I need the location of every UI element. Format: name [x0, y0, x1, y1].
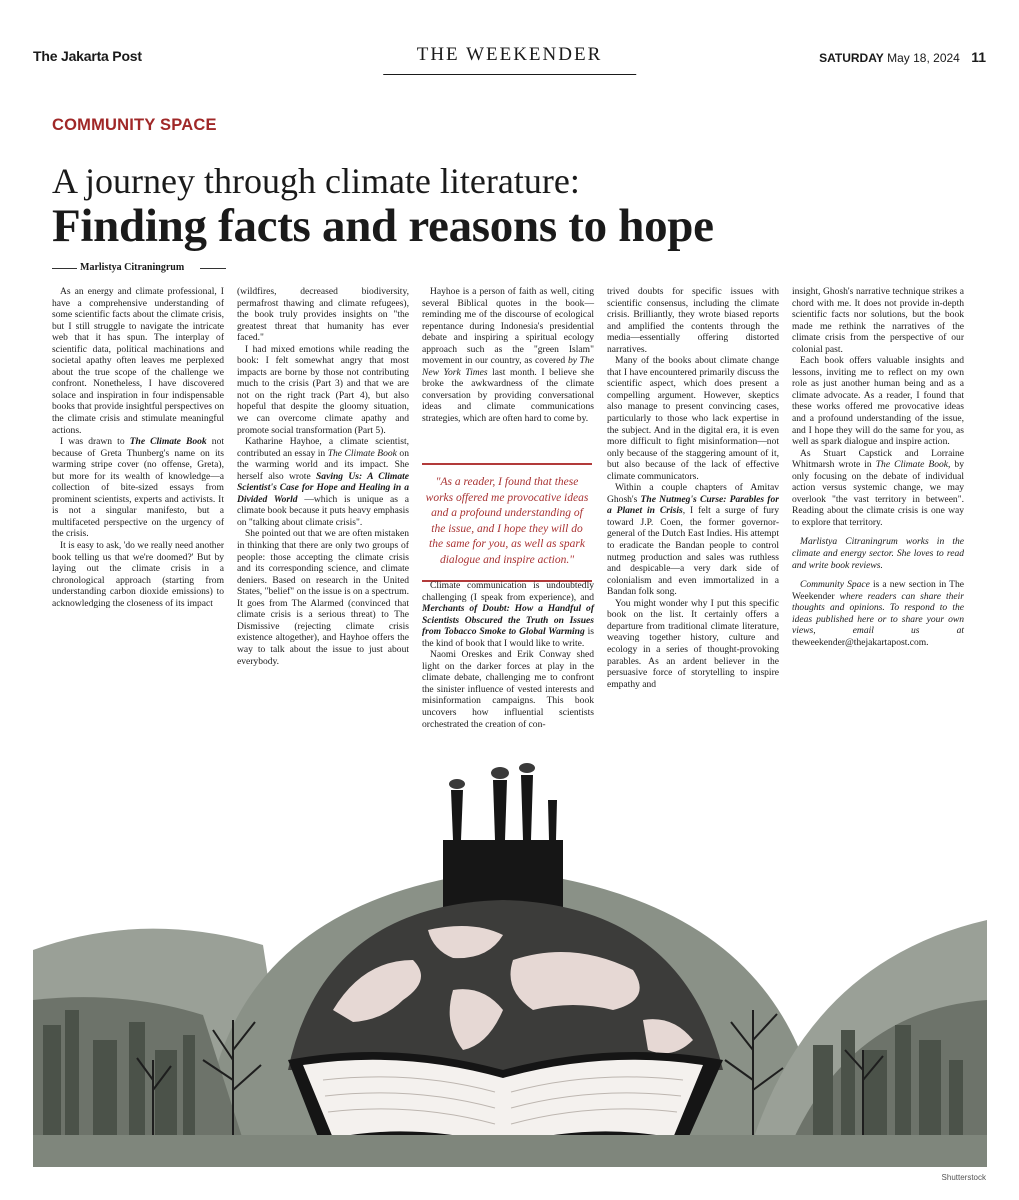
contact-email[interactable]: theweekender@thejakartapost.com. [792, 636, 929, 648]
pull-quote: "As a reader, I found that these works offered me provocative ideas and a profound understanding of the issue, and I hope they will do the same for you, as well as spark dialogue and inspire action." [422, 463, 592, 582]
paragraph: I was drawn to The Climate Book not because of Greta Thunberg's name on its warming stripe cover (no offense, Greta), but more for its wealth of knowledge—a collection of bite-sized essays from prominent scientists, experts and activists. It is not a singular manifesto, but a multifaceted perspective on the urgency of the crisis. [52, 436, 224, 540]
issue-day: SATURDAY [819, 51, 884, 65]
section-label: COMMUNITY SPACE [52, 116, 217, 134]
paragraph: Climate communication is undoubtedly challenging (I speak from experience), and Merchants of Doubt: How a Handful of Scientists Obscured the Truth on Issues from Tobacco Smoke to Global Warming is the kind of book that I would like to write. [422, 580, 594, 649]
paragraph: As an energy and climate professional, I have a comprehensive understanding of some scientific facts about the climate crisis, but I still struggle to navigate the intricate web that it has spun. The interplay of scientific data, political machinations and societal apathy often leaves me perplexed about the true scope of the challenge we confront. Nonetheless, I have discovered solace and inspiration in four indispensable books that provide insightful perspectives on the climate crisis and stimulate meaningful actions. [52, 286, 224, 436]
paragraph: Katharine Hayhoe, a climate scientist, contributed an essay in The Climate Book on the warming world and its impact. She herself also wrote Saving Us: A Climate Scientist's Case for Hope and Healing in a Divided World —which is unique as a climate book because it puts heavy emphasis on "talking about climate crisis". [237, 436, 409, 528]
byline-rule-right [200, 268, 226, 269]
page-number: 11 [971, 49, 986, 65]
book-title: Saving Us: A Climate Scientist's Case for Hope and Healing in a Divided World [237, 470, 409, 505]
paragraph: trived doubts for specific issues with scientific consensus, including the climate crisis. Brilliantly, they wrote biased reports and amplified the contents through the media—essentially offering distorted narratives. [607, 286, 779, 355]
headline-kicker: A journey through climate literature: [52, 161, 580, 201]
article-column-4 [607, 286, 779, 690]
book-title: The Climate Book [875, 459, 948, 471]
ground [33, 1135, 987, 1167]
paragraph: She pointed out that we are often mistaken in thinking that there are only two groups of people: those accepting the climate crisis and its corresponding science, and climate deniers. Based on research in the United States, "belief" on the issue is on a spectrum. It goes from The Alarmed (convinced that climate crisis is a serious threat) to The Dismissive (rejecting climate crisis existence altogether), and Hayhoe offers the way to talk about the issue to just about everybody. [237, 528, 409, 667]
paragraph: I had mixed emotions while reading the book: I felt somewhat angry that most impacts are borne by those not contributing much to the crisis (Part 3) and that we are not on the right track (Part 4), but also hopeful that despite the gloomy situation, we can overcome climate apathy and promote social transformation (Part 5). [237, 343, 409, 436]
image-credit: Shutterstock [941, 1173, 986, 1182]
article-column-3-bottom [422, 580, 594, 730]
article-column-1 [52, 286, 224, 609]
book-title: The Climate Book [129, 436, 207, 448]
masthead [33, 44, 986, 74]
author-bio: Marlistya Citraningrum works in the climate and energy sector. She loves to read and write book reviews. [792, 536, 964, 571]
book-title: The Climate Book [327, 447, 397, 459]
issue-date-text: May 18, 2024 [887, 51, 960, 65]
issue-date [819, 49, 986, 65]
paragraph: (wildfires, decreased biodiversity, permafrost thawing and climate refugees), the book truly provides insights on "the greatest threat that humanity has ever faced." [237, 286, 409, 344]
section-note: Community Space is a new section in The Weekender where readers can share their thoughts and opinions. To respond to the ideas published here or to share your own views, email us at theweekender@thejakartapost.com. [792, 579, 964, 648]
paragraph: Naomi Oreskes and Erik Conway shed light on the darker forces at play in the climate debate, challenging me to confront the sinister influence of vested interests and misinformation campaigns. This book uncovers how influential scientists orchestrated the creation of con- [422, 649, 594, 730]
paragraph: Many of the books about climate change that I have encountered primarily discuss the scientific aspect, which does present a compelling argument. However, skeptics also manage to present convincing cases, particularly to those who lack expertise in the subject. And in the digital era, it is even more difficult to fight misinformation—not only because of the staggering amount of it, but also because of the lack of effective climate communicators. [607, 355, 779, 482]
article-column-5 [792, 286, 964, 648]
paragraph: As Stuart Capstick and Lorraine Whitmarsh wrote in The Climate Book, by only focusing on the debate of individual action versus systemic change, we may overlook "the vast territory in between". Reading about the climate crisis is one way to explore that territory. [792, 447, 964, 528]
factory-icon [443, 775, 563, 920]
byline-rule-left [52, 268, 77, 269]
paragraph: Each book offers valuable insights and lessons, inviting me to reflect on my own role as just another human being and as a climate advocate. As a reader, I found that these works offered me provocative ideas and a profound understanding of the issue, and I hope they will do the same for you, as well as spark dialogue and inspire action. [792, 355, 964, 448]
article-column-3-top [422, 286, 594, 425]
paragraph: It is easy to ask, 'do we really need another book telling us that we're doomed?' But by laying out the climate crisis in a chronological approach (starting from understanding carbon dioxide emissions) to acknowledging the closeness of its impact [52, 540, 224, 609]
paragraph: insight, Ghosh's narrative technique strikes a chord with me. It does not provide in-depth scientific facts nor solutions, but the book made me rethink the narratives of the climate crisis from the perspective of our colonial past. [792, 286, 964, 355]
newspaper-name: The Jakarta Post [33, 48, 142, 64]
section-banner: THE WEEKENDER [383, 44, 637, 75]
headline-main: Finding facts and reasons to hope [52, 200, 714, 252]
earth-on-open-book-with-factories-illustration [33, 760, 987, 1167]
paragraph: Hayhoe is a person of faith as well, citing several Biblical quotes in the book—reminding me of the discourse of ecological repentance during Indonesia's presidential debate and inspiring a spiritual ecology approach such as the "green Islam" movement in our country, as covered by The New York Times last month. I believe she broke the awkwardness of the climate conversation by providing conversational ideas and climate communications strategies, which are often hard to come by. [422, 286, 594, 425]
paragraph: You might wonder why I put this specific book on the list. It certainly offers a departure from traditional climate literature, weaving together history, culture and ecology in a series of thought-provoking parables. As an ardent believer in the persuasive force of storytelling to inspire empathy and [607, 597, 779, 690]
book-title: Merchants of Doubt: How a Handful of Scientists Obscured the Truth on Issues from Tobacco Smoke to Global Warming [422, 603, 594, 638]
article-column-2 [237, 286, 409, 667]
byline: Marlistya Citraningrum [80, 262, 185, 273]
book-title: The Nutmeg's Curse: Parables for a Planet in Crisis [607, 493, 779, 517]
paragraph: Within a couple chapters of Amitav Ghosh's The Nutmeg's Curse: Parables for a Planet in Crisis, I felt a surge of fury toward J.P. Coen, the former governor-general of the Dutch East Indies. His attempt to eradicate the Bandan people to control nutmeg production and sales was ruthless and despicable—a very dark side of colonialism and even immortalized in a Bandan folk song. [607, 482, 780, 598]
